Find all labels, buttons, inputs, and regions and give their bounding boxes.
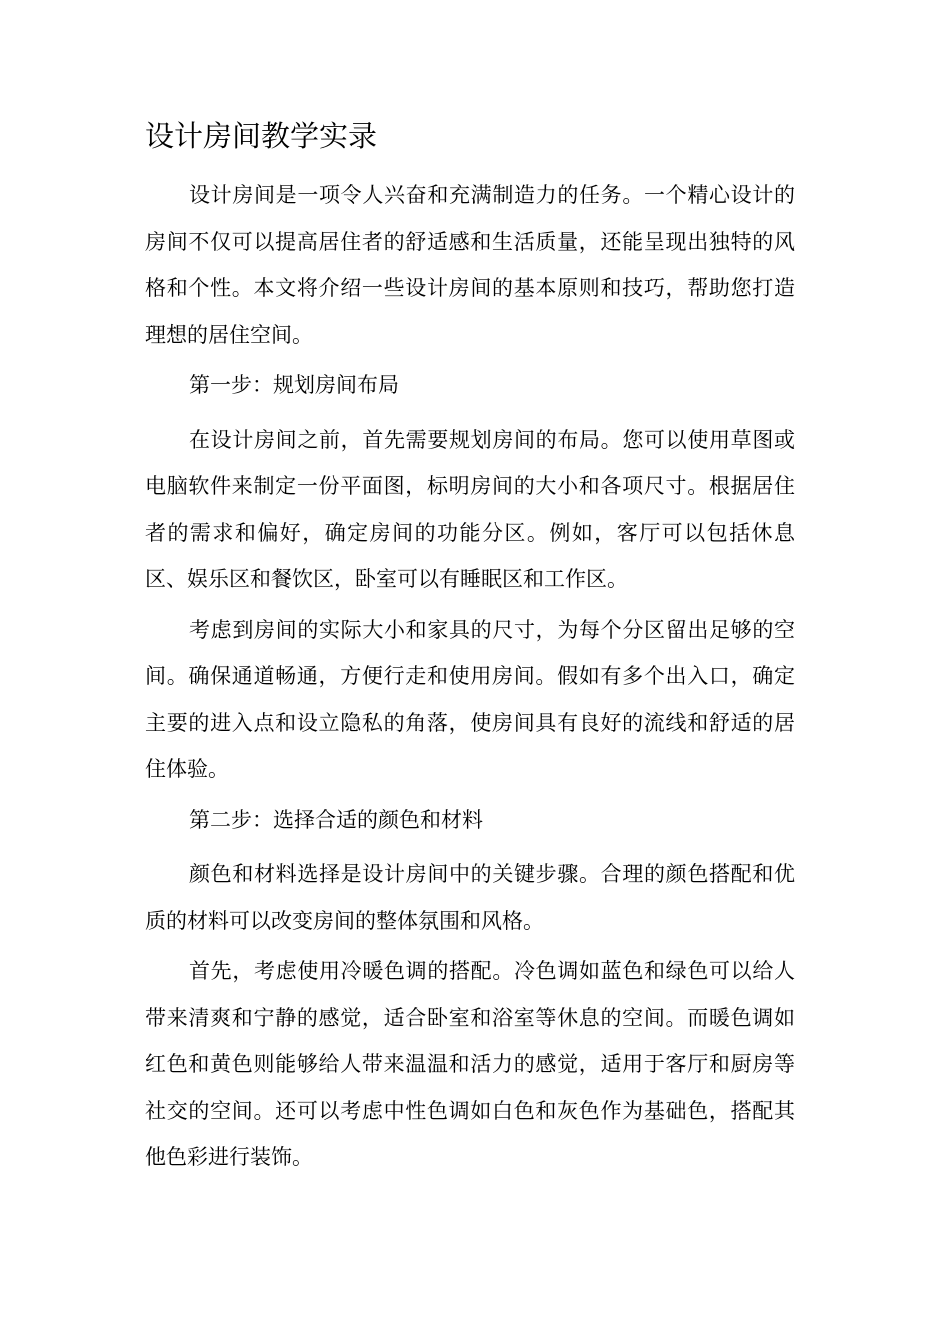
color-paragraph-1: 颜色和材料选择是设计房间中的关键步骤。合理的颜色搭配和优质的材料可以改变房间的整体氛围和风格。 [145,862,795,933]
document-title: 设计房间教学实录 [145,119,378,153]
color-paragraph-2: 首先，考虑使用冷暖色调的搭配。冷色调如蓝色和绿色可以给人带来清爽和宁静的感觉，适合卧室和浴室等休息的空间。而暖色调如红色和黄色则能够给人带来温温和活力的感觉，适用于客厅和厨房等社交的空间。还可以考虑中性色调如白色和灰色作为基础色，搭配其他色彩进行装饰。 [145,959,795,1169]
step-two-heading: 第二步：选择合适的颜色和材料 [189,807,483,832]
layout-paragraph-2: 考虑到房间的实际大小和家具的尺寸，为每个分区留出足够的空间。确保通道畅通，方便行走和使用房间。假如有多个出入口，确定主要的进入点和设立隐私的角落，使房间具有良好的流线和舒适的居住体验。 [145,617,795,781]
step-one-heading: 第一步：规划房间布局 [189,373,399,397]
layout-paragraph-1: 在设计房间之前，首先需要规划房间的布局。您可以使用草图或电脑软件来制定一份平面图，标明房间的大小和各项尺寸。根据居住者的需求和偏好，确定房间的功能分区。例如，客厅可以包括休息区、娱乐区和餐饮区，卧室可以有睡眠区和工作区。 [145,427,795,591]
intro-paragraph: 设计房间是一项令人兴奋和充满制造力的任务。一个精心设计的房间不仅可以提高居住者的舒适感和生活质量，还能呈现出独特的风格和个性。本文将介绍一些设计房间的基本原则和技巧，帮助您打造理想的居住空间。 [145,183,795,347]
document-body [145,112,795,1185]
